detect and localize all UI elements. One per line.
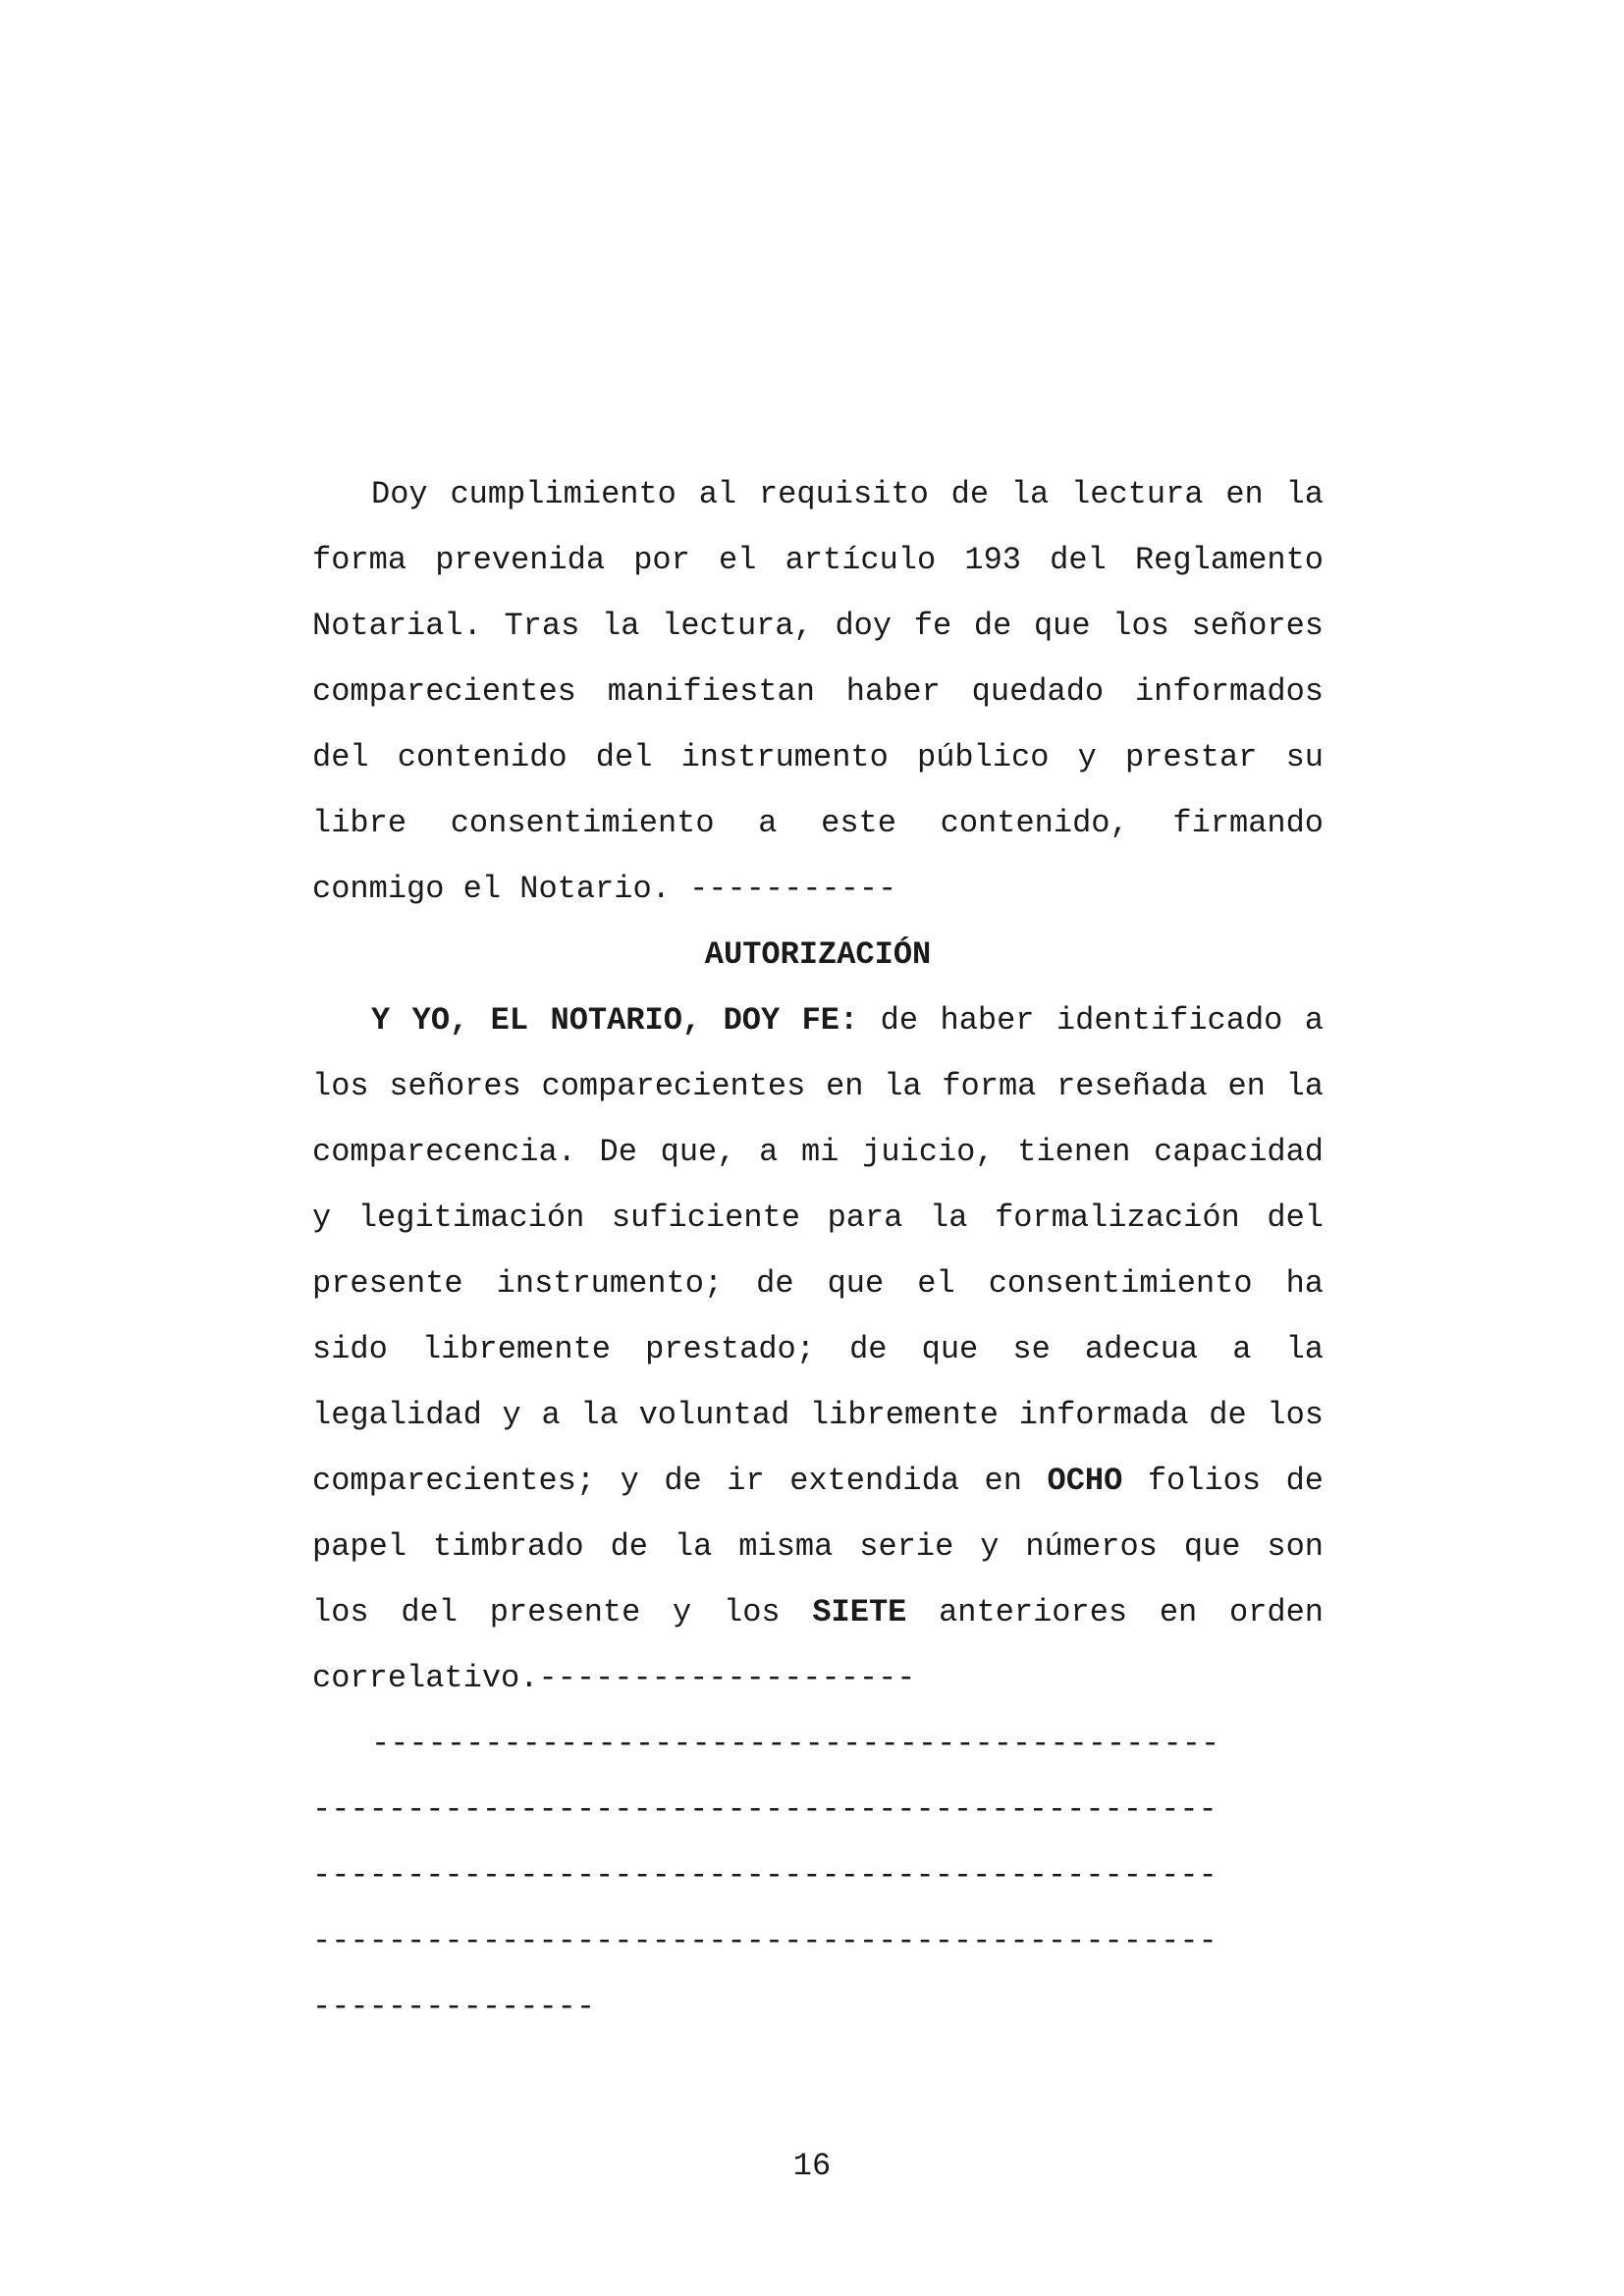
folio-count: OCHO	[1047, 1463, 1123, 1499]
dash-line: ------------------------------------------------	[312, 1923, 1218, 1959]
filler-dashes	[312, 1711, 1324, 2040]
authorization-paragraph	[312, 988, 1324, 1711]
dash-line: ------------------------------------------------	[312, 1791, 1218, 1828]
notary-attestation-lead: Y YO, EL NOTARIO, DOY FE:	[371, 1002, 859, 1039]
page-number: 16	[792, 2148, 832, 2184]
authorization-text-b: folios de papel timbrado de la misma serie y números que son los del presente y los	[312, 1463, 1325, 1630]
dash-line: ------------------------------------------------	[312, 1857, 1218, 1894]
document-body	[312, 461, 1324, 2040]
dash-line: ---------------------------------------------	[371, 1726, 1220, 1762]
authorization-heading: AUTORIZACIÓN	[704, 936, 932, 973]
reading-compliance-paragraph: Doy cumplimiento al requisito de la lectura en la forma prevenida por el artículo 193 del Reglamento Notarial. Tras la lectura, doy fe de que los señores comparecientes manifiestan haber quedado informados del contenido del instrumento público y prestar su libre consentimiento a este contenido, firmando conmigo el Notario. -----------	[312, 476, 1324, 907]
authorization-text-a: de haber identificado a los señores comparecientes en la forma reseñada en la comparecencia. De que, a mi juicio, tienen capacidad y legitimación suficiente para la formalización del presente instrumento; de que el consentimiento ha sido libremente prestado; de que se adecua a la legalidad y a la voluntad libremente informada de los comparecientes; y de ir extendida en	[312, 1002, 1325, 1499]
authorization-text-c: anteriores en orden correlativo.--------------------	[312, 1594, 1324, 1696]
dash-line: ---------------	[312, 1989, 596, 2025]
previous-folio-count: SIETE	[812, 1594, 907, 1630]
